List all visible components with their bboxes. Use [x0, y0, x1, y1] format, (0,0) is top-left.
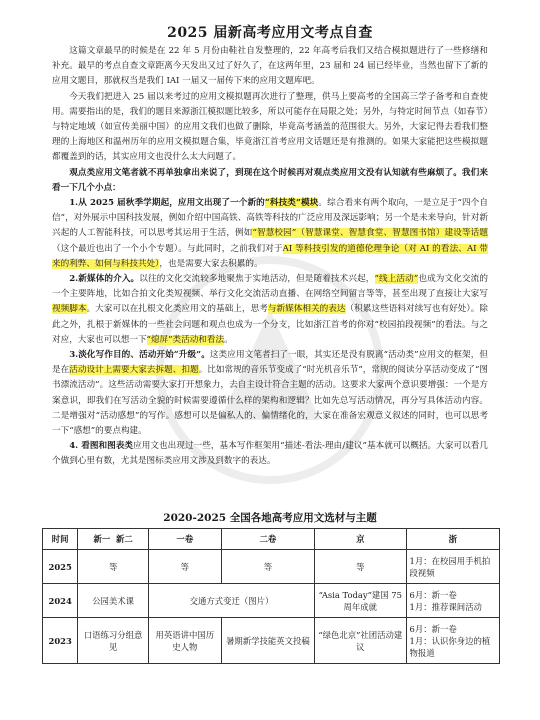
topics-table — [42, 528, 500, 664]
section-media-text-2: 也成为文化交流的一个主要阵地，比如合拍文化类短视频、举行文化交流活动直播、在网络空间留言等等，甚至出现了直接让大家写 — [52, 274, 488, 300]
header-xin: 新一 新二 — [78, 529, 149, 550]
cell-year: 2024 — [43, 584, 78, 618]
highlight-video-script: 视频脚本 — [52, 304, 87, 315]
highlight-smart-campus: “智慧校园”（智慧课堂、智慧食堂、智慧图书馆）建设等话题 — [252, 228, 488, 239]
cell-jing: “绿色北京”社团活动建议 — [315, 618, 406, 664]
section-media-text-3: 。大家可以在扎根文化类应用文的基础上，思考 — [86, 304, 268, 315]
table-row — [43, 550, 500, 584]
highlight-ai-ethics: AI 等科技引发的道德伦理争论（对 AI 的看法、AI 带来的利弊、如何与科技共处） — [52, 243, 489, 269]
table-row — [43, 584, 500, 618]
section-media-text-4: （积累这些语料对续写也有好处）。除此之外，扎根于新媒体的一些社会问题和观点也成为一个分支，比如浙江首考的你对“校园拍段视频”的看法。与之对应，大家也可以想一下 — [52, 304, 488, 345]
highlight-online-activity: “线上活动” — [374, 274, 419, 285]
section-tech-text-3: ，也是需要大家去积累的。 — [159, 258, 263, 269]
cell-year: 2023 — [43, 618, 78, 664]
page-title: 2025 届新高考应用文考点自查 — [167, 25, 373, 41]
paragraph-context: 今天我们把进入 25 届以来考过的应用文模拟题再次进行了整理，供马上要高考的全国高三学子备考和自查使用。需要指出的是，我们的题目来源浙江模拟题比较多，所以可能存在局限之处；另外，与特定时间节点（如春节）与特定地域（如宣传美丽中国）的应用文我们也做了删除，毕竟高考涵盖的范围很大。另外，大家记得去看我们整理的上海地区和温州历年的应用文模拟题合集，毕竟浙江首考应用文话题还是有推测的。如果大家能把这些模拟题都覆盖到的话，其实应用文也没什么太大问题了。 — [52, 91, 488, 163]
section-chart-text: 应用文也出现过一些，基本写作框架用“描述-看法-理由/建议”基本就可以概括。大家可以看几个做到心里有数，尤其是图标类应用文涉及到数字的表达。 — [52, 441, 488, 467]
section-tech-text-2: （这个最近也出了一个小个专题）。与此同时，之前我们对于 — [52, 243, 283, 254]
highlight-screen-off: “熄屏”类活动和看法 — [146, 334, 225, 345]
table-title: 2020-2025 全国各地高考应用文选材与主题 — [163, 512, 377, 524]
header-juan2: 二卷 — [221, 529, 314, 550]
cell-juan1: 交通方式变迁（图片） — [148, 584, 314, 618]
section-activity-text-1: 这类应用文笔者扫了一眼，其实还是没有脱离“活动类”应用文的框架，但是在 — [52, 350, 488, 376]
cell-xin: 公园美术课 — [78, 584, 149, 618]
section-new-media — [52, 272, 488, 348]
section-activity-text-2: 。比如常规的音乐节变成了“时光机音乐节”，常规的阅读分享活动变成了“图书漂流活动”。这些活动需要大家打开想象力，去自主设计符合主题的活动。这要求大家两个意识要增强：一个是方案意识，即我们在写活动全貌的时候需要遵循什么样的架构和逻辑？比如先总写活动情况，再分写具体活动内容。二是增强对“活动感想”的写作。感想可以是偏私人的、偏情绪化的，大家在准备宏观意义叙述的同时，也可以思考一下“感想”的要点构建。 — [52, 365, 488, 437]
cell-juan1: 用英语讲中国历史人物 — [148, 618, 221, 664]
section-activity-upgrade — [52, 348, 488, 439]
cell-zhe: 6月：新一卷 1月：推荐课间活动 — [406, 584, 500, 618]
paragraph-lead: 观点类应用文笔者就不再单独拿出来说了，到现在这个时候再对观点类应用文没有认知就有些麻烦了。我们来看一下几个小点： — [52, 167, 488, 193]
section-media-label: 2.新媒体的介入。 — [69, 274, 140, 285]
highlight-tech-module: “科技类”模块 — [264, 198, 319, 209]
section-chart — [52, 439, 488, 469]
section-chart-label: 4. 看图和图表类 — [69, 441, 134, 452]
header-time: 时间 — [43, 529, 78, 550]
table-header-row — [43, 529, 500, 550]
cell-year: 2025 — [43, 550, 78, 584]
table-row — [43, 618, 500, 664]
cell-zhe: 1月：在校园用手机拍段视频 — [406, 550, 500, 584]
header-jing: 京 — [315, 529, 406, 550]
highlight-activity-design: 活动设计上需要大家去拆题、扣题 — [69, 365, 199, 376]
cell-jing: “Asia Today”建国 75 周年成就 — [315, 584, 406, 618]
section-tech-text-1: 。综合看来有两个取向，一是立足于“四个自信”，对外展示中国科技发展，例如介绍中国高铁、高铁等科技的广泛应用及深远影响；另一个是未来导向，针对新兴起的人工智能科技，可以思考其运用于生活，例如 — [52, 198, 488, 239]
paragraph-intro: 这篇文章最早的时候是在 22 年 5 月份由鞋社自发整理的，22 年高考后我们又结合模拟题进行了一些修缮和补充。最早的考点自查文章距离今天发出又过了好久了，在这两年里，23 届和 24 届已经毕业，当然也留下了新的应用文题目，那就权当是我们 IAI 一届又一届传下来的应用文题库吧。 — [52, 46, 488, 87]
cell-juan1: 等 — [148, 550, 221, 584]
cell-xin: 口语练习分组意见 — [78, 618, 149, 664]
cell-xin: 等 — [78, 550, 149, 584]
section-media-text-5: 。 — [224, 334, 233, 345]
cell-jing: 等 — [315, 550, 406, 584]
section-tech-label: 1.从 2025 届秋季学期起，应用文出现了一个新的 — [69, 198, 265, 209]
cell-juan2: 暑期新学技能英文投稿 — [221, 618, 314, 664]
highlight-new-media-expression: 与新媒体相关的表达 — [267, 304, 346, 315]
section-activity-label: 3.淡化写作目的、活动开始“升级”。 — [69, 350, 210, 361]
section-media-text-1: 以往的文化交流较多地聚焦于实地活动，但是随着技术兴起， — [139, 274, 375, 285]
cell-juan2: 等 — [221, 550, 314, 584]
header-juan1: 一卷 — [148, 529, 221, 550]
article-body — [52, 44, 488, 470]
cell-zhe: 6月：新一卷 1月：认识你身边的植物报道 — [406, 618, 500, 664]
header-zhe: 浙 — [406, 529, 500, 550]
section-tech — [52, 196, 488, 272]
